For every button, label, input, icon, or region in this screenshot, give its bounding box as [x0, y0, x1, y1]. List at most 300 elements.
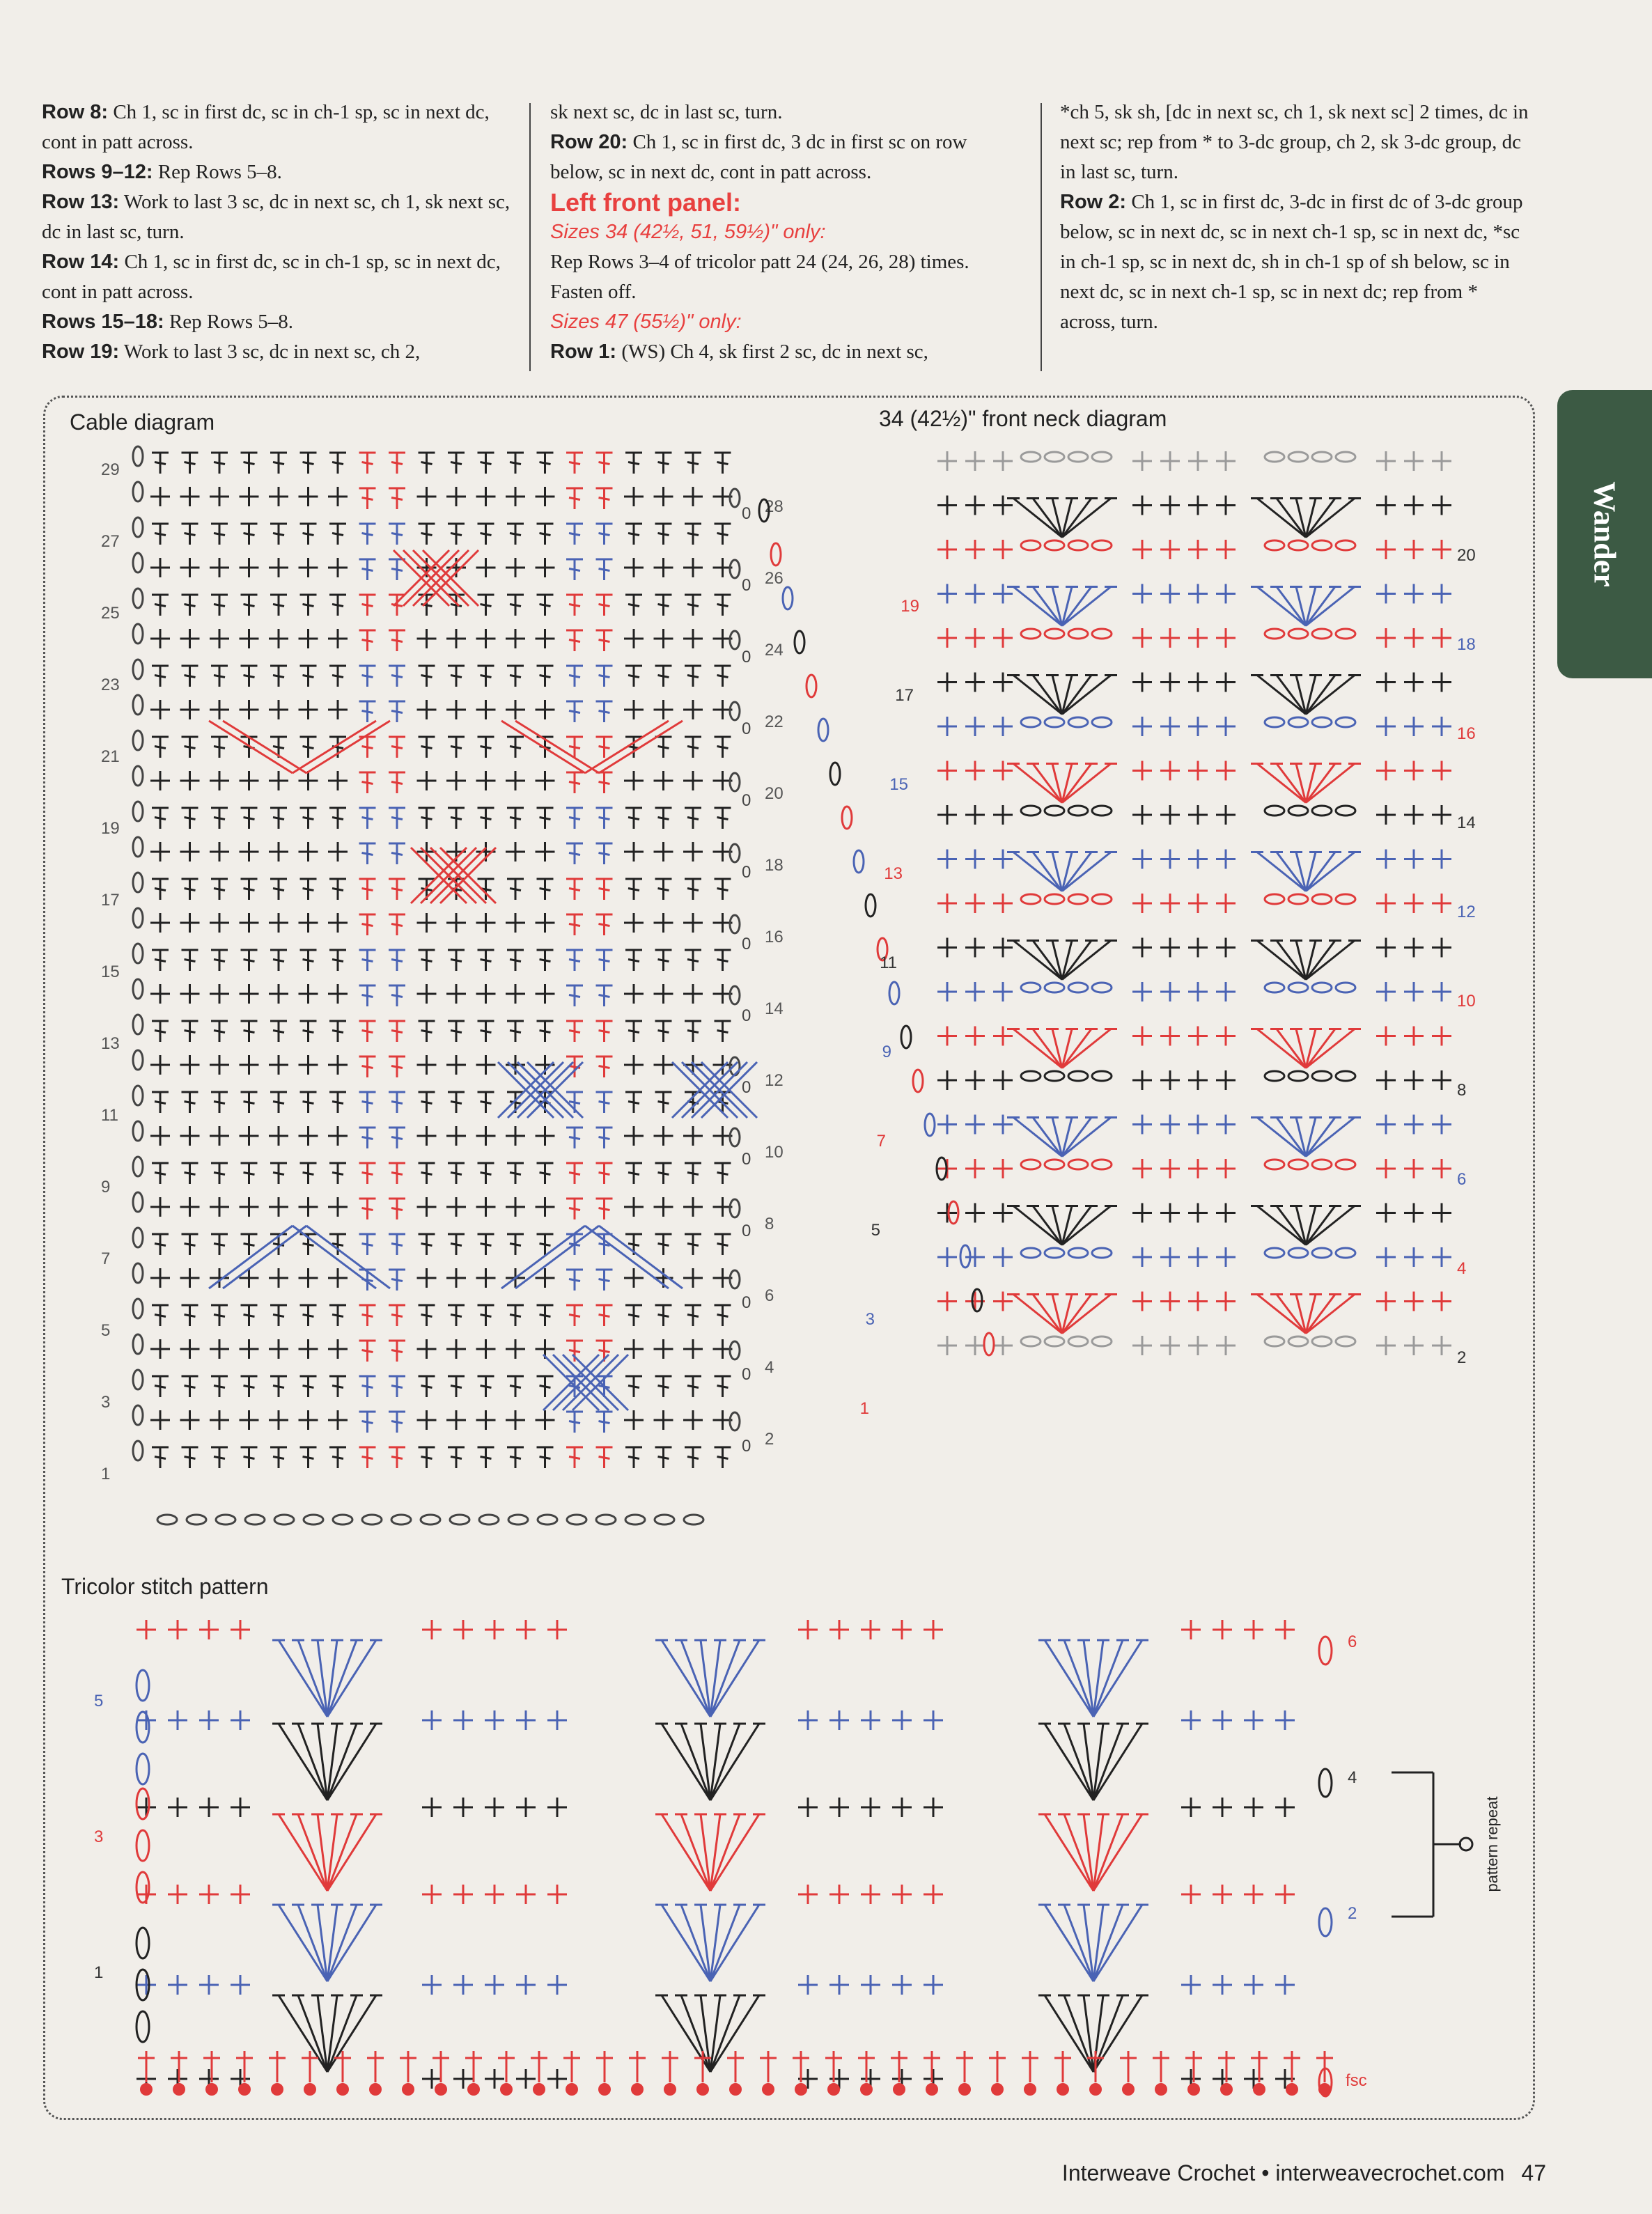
dc-stitch: [421, 1386, 433, 1388]
dc-stitch: [717, 676, 728, 678]
dc-stitch: [628, 1031, 639, 1033]
chain-stitch: [1312, 717, 1332, 727]
chain-stitch: [1045, 894, 1064, 904]
dc-stitch: [451, 1315, 462, 1317]
fsc-dot: [467, 2083, 480, 2096]
chain-stitch: [1092, 1248, 1112, 1258]
dc-stitch: [658, 889, 669, 891]
dc-stitch: [214, 676, 225, 678]
dc-stitch: [155, 462, 166, 465]
dc-stitch: [244, 889, 255, 891]
dc-stitch: [214, 1386, 225, 1388]
fsc-dot: [173, 2083, 185, 2096]
dc-stitch: [214, 1315, 225, 1317]
dc-stitch: [510, 747, 521, 749]
dc-stitch: [628, 1102, 639, 1104]
dc-stitch: [391, 1066, 403, 1068]
dc-stitch: [569, 1208, 580, 1210]
dc-stitch: [451, 1457, 462, 1459]
edge-chain: [889, 982, 899, 1004]
dc-stitch: [391, 924, 403, 926]
dc-stitch: [391, 533, 403, 536]
chain-stitch: [1068, 1071, 1088, 1081]
dc-stitch: [599, 1208, 610, 1210]
neck-row-label-left: 13: [884, 864, 903, 883]
cable-travel: [223, 1226, 306, 1288]
dc-stitch: [717, 818, 728, 820]
chain-stitch: [1045, 717, 1064, 727]
turning-chain: [133, 1192, 143, 1212]
tricolor-row-label-left: 5: [94, 1692, 104, 1710]
cable-row-label-right: 12: [765, 1071, 784, 1090]
cable-row-label-left: 5: [101, 1321, 111, 1340]
edge-chain: [783, 587, 793, 609]
chain-stitch: [1312, 452, 1332, 462]
dc-stitch: [185, 747, 196, 749]
chain-stitch: [1092, 1336, 1112, 1346]
dc-stitch: [599, 533, 610, 536]
dc-stitch: [155, 1386, 166, 1388]
dc-stitch: [391, 960, 403, 962]
dc-stitch: [303, 1102, 314, 1104]
dc-stitch: [599, 818, 610, 820]
dc-stitch: [540, 1031, 551, 1033]
dc-stitch: [510, 1386, 521, 1388]
fsc-dot: [696, 2083, 709, 2096]
turning-chain: [133, 731, 143, 750]
dc-stitch: [214, 960, 225, 962]
neck-row-label-right: 8: [1457, 1081, 1467, 1100]
dc-stitch: [510, 1173, 521, 1175]
edge-chain: [806, 675, 816, 697]
dc-stitch: [569, 960, 580, 962]
dc-stitch: [569, 640, 580, 642]
dc-stitch: [510, 1315, 521, 1317]
dc-stitch: [451, 462, 462, 465]
fsc-dot: [860, 2083, 873, 2096]
dc-stitch: [391, 782, 403, 784]
fsc-dot: [533, 2083, 545, 2096]
dc-stitch: [362, 1031, 373, 1033]
dc-stitch: [599, 462, 610, 465]
dc-stitch: [569, 1421, 580, 1424]
dc-stitch: [717, 960, 728, 962]
fsc-dot: [729, 2083, 742, 2096]
cable-row-label-left: 23: [101, 676, 120, 694]
dc-stitch: [569, 995, 580, 997]
fsc-dot: [1253, 2083, 1265, 2096]
neck-row-label-left: 1: [859, 1399, 869, 1418]
dc-stitch: [510, 960, 521, 962]
cable-row-label-left: 9: [101, 1178, 111, 1196]
chain-stitch: [1336, 1071, 1355, 1081]
neck-row-label-right: 6: [1457, 1170, 1467, 1189]
fsc-dot: [500, 2083, 513, 2096]
turning-chain-mark: 0: [742, 791, 751, 810]
dc-stitch: [391, 569, 403, 571]
dc-stitch: [362, 569, 373, 571]
cable-travel: [585, 721, 669, 773]
dc-stitch: [273, 533, 284, 536]
repeat-bracket: [1460, 1838, 1472, 1850]
dc-stitch: [185, 1386, 196, 1388]
dc-stitch: [362, 1173, 373, 1175]
dc-stitch: [273, 960, 284, 962]
dc-stitch: [391, 995, 403, 997]
dc-stitch: [569, 1173, 580, 1175]
chain-stitch: [1045, 629, 1064, 639]
page-number: 47: [1521, 2160, 1546, 2185]
dc-stitch: [421, 1102, 433, 1104]
edge-chain: [842, 806, 852, 829]
dc-stitch: [185, 818, 196, 820]
dc-stitch: [332, 1315, 343, 1317]
col1-p5: Row 19: Work to last 3 sc, dc in next sc, ch 2,: [42, 341, 421, 363]
dc-stitch: [303, 1173, 314, 1175]
chain-stitch: [1265, 540, 1284, 550]
fsc-dot: [893, 2083, 905, 2096]
dc-stitch: [391, 498, 403, 500]
chain-stitch: [1092, 717, 1112, 727]
dc-stitch: [155, 1102, 166, 1104]
dc-stitch: [244, 1315, 255, 1317]
neck-row-label-right: 20: [1457, 546, 1476, 565]
dc-stitch: [599, 1102, 610, 1104]
turning-chain-mark: 0: [742, 1222, 751, 1240]
chain-stitch: [1265, 806, 1284, 816]
chain-stitch: [1265, 983, 1284, 992]
dc-stitch: [185, 889, 196, 891]
chain-stitch: [1312, 629, 1332, 639]
fsc-dot: [435, 2083, 447, 2096]
dc-stitch: [540, 676, 551, 678]
dc-stitch: [214, 1102, 225, 1104]
dc-stitch: [717, 1173, 728, 1175]
dc-stitch: [540, 818, 551, 820]
dc-stitch: [391, 462, 403, 465]
dc-stitch: [599, 605, 610, 607]
dc-stitch: [451, 676, 462, 678]
dc-stitch: [481, 960, 492, 962]
chain-stitch: [1312, 1248, 1332, 1258]
dc-stitch: [658, 533, 669, 536]
dc-stitch: [599, 1279, 610, 1281]
dc-stitch: [244, 1173, 255, 1175]
cable-row-label-left: 13: [101, 1034, 120, 1053]
chain-stitch: [1021, 1336, 1041, 1346]
dc-stitch: [214, 1173, 225, 1175]
chain-stitch: [1265, 717, 1284, 727]
dc-stitch: [717, 462, 728, 465]
fsc-dot: [238, 2083, 251, 2096]
turning-chain-mark: 0: [742, 1150, 751, 1169]
dc-stitch: [273, 818, 284, 820]
dc-stitch: [332, 1386, 343, 1388]
dc-stitch: [391, 640, 403, 642]
dc-stitch: [155, 1244, 166, 1246]
dc-stitch: [303, 1315, 314, 1317]
dc-stitch: [155, 533, 166, 536]
dc-stitch: [421, 747, 433, 749]
cable-row-label-right: 18: [765, 856, 784, 875]
chain-stitch: [1021, 1248, 1041, 1258]
dc-stitch: [303, 889, 314, 891]
edge-chain: [901, 1026, 911, 1048]
dc-stitch: [273, 1315, 284, 1317]
dc-stitch: [540, 1173, 551, 1175]
chain-stitch: [1045, 806, 1064, 816]
dc-stitch: [214, 747, 225, 749]
cable-row-label-left: 7: [101, 1249, 111, 1268]
turning-chain: [133, 1334, 143, 1354]
dc-stitch: [244, 1386, 255, 1388]
dc-stitch: [155, 1315, 166, 1317]
dc-stitch: [451, 1173, 462, 1175]
turning-chain: [133, 624, 143, 644]
chain-stitch: [1068, 540, 1088, 550]
chain-stitch: [1265, 452, 1284, 462]
turning-chain-mark: 0: [742, 863, 751, 882]
col3-p0: *ch 5, sk sh, [dc in next sc, ch 1, sk next sc] 2 times, dc in next sc; rep from * to 3-dc group, ch 2, sk 3-dc group, dc in last sc, turn.: [1060, 101, 1529, 183]
dc-stitch: [599, 498, 610, 500]
turning-chain-mark: 0: [742, 504, 751, 523]
dc-stitch: [628, 605, 639, 607]
cable-diagram-title: Cable diagram: [70, 410, 215, 435]
fsc-dot: [205, 2083, 218, 2096]
dc-stitch: [599, 640, 610, 642]
dc-stitch: [628, 1315, 639, 1317]
dc-stitch: [244, 605, 255, 607]
dc-stitch: [155, 747, 166, 749]
tricolor-diagram-title: Tricolor stitch pattern: [61, 1574, 269, 1599]
cable-travel: [306, 1226, 390, 1288]
cable-row-label-right: 22: [765, 712, 784, 731]
dc-stitch: [540, 889, 551, 891]
dc-stitch: [481, 676, 492, 678]
neck-row-label-right: 16: [1457, 724, 1476, 743]
dc-stitch: [717, 1457, 728, 1459]
dc-stitch: [362, 533, 373, 536]
turning-chain: [133, 802, 143, 821]
neck-row-label-left: 19: [901, 597, 919, 616]
turning-chain: [730, 1341, 740, 1359]
foundation-chain: [567, 1515, 586, 1525]
cable-row-label-right: 2: [765, 1430, 774, 1449]
dc-stitch: [658, 1244, 669, 1246]
dc-stitch: [362, 1421, 373, 1424]
dc-stitch: [273, 1102, 284, 1104]
dc-stitch: [569, 924, 580, 926]
cable-travel: [223, 721, 306, 773]
fsc-dot: [402, 2083, 414, 2096]
chain-stitch: [1336, 983, 1355, 992]
dc-stitch: [391, 711, 403, 713]
chain-stitch: [1288, 629, 1308, 639]
dc-stitch: [185, 605, 196, 607]
foundation-chain: [304, 1515, 323, 1525]
dc-stitch: [332, 1173, 343, 1175]
dc-stitch: [185, 1031, 196, 1033]
chain-stitch: [1092, 452, 1112, 462]
dc-stitch: [658, 676, 669, 678]
dc-stitch: [658, 818, 669, 820]
dc-stitch: [273, 1457, 284, 1459]
col1-p2: Row 13: Work to last 3 sc, dc in next sc, ch 1, sk next sc, dc in last sc, turn.: [42, 191, 511, 243]
cable-row-label-left: 3: [101, 1393, 111, 1412]
dc-stitch: [628, 1173, 639, 1175]
turning-chain: [133, 553, 143, 572]
dc-stitch: [599, 924, 610, 926]
dc-stitch: [628, 889, 639, 891]
chain-stitch: [1288, 1160, 1308, 1169]
fsc-dot: [1057, 2083, 1069, 2096]
turning-chain-mark: 0: [742, 1293, 751, 1312]
foundation-chain: [538, 1515, 557, 1525]
dc-stitch: [273, 1031, 284, 1033]
dc-stitch: [599, 889, 610, 891]
edge-chain: [771, 543, 781, 566]
neck-row-label-left: 5: [871, 1221, 880, 1240]
dc-stitch: [687, 676, 699, 678]
chain-stitch: [1068, 717, 1088, 727]
col1-p1: Rows 9–12: Rep Rows 5–8.: [42, 161, 282, 183]
turning-chain: [730, 915, 740, 933]
dc-stitch: [214, 1457, 225, 1459]
chain-stitch: [1021, 806, 1041, 816]
chain-stitch: [1312, 1071, 1332, 1081]
dc-stitch: [481, 1102, 492, 1104]
dc-stitch: [451, 1102, 462, 1104]
dc-stitch: [244, 462, 255, 465]
turning-chain: [730, 631, 740, 649]
dc-stitch: [303, 462, 314, 465]
page-footer: [989, 2160, 1546, 2186]
chain-stitch: [1092, 983, 1112, 992]
turning-chain: [133, 695, 143, 715]
dc-stitch: [421, 1173, 433, 1175]
foundation-chain: [421, 1515, 440, 1525]
chain-stitch: [1288, 1336, 1308, 1346]
turning-chain: [133, 1228, 143, 1247]
cable-row-label-left: 29: [101, 460, 120, 479]
dc-stitch: [687, 1031, 699, 1033]
dc-stitch: [421, 1031, 433, 1033]
turning-chain: [133, 944, 143, 963]
chain-stitch: [1336, 894, 1355, 904]
chain-stitch: [1068, 1336, 1088, 1346]
dc-stitch: [569, 498, 580, 500]
dc-stitch: [303, 1457, 314, 1459]
chain-stitch: [1045, 1336, 1064, 1346]
turning-chain: [133, 446, 143, 466]
dc-stitch: [244, 818, 255, 820]
dc-stitch: [303, 605, 314, 607]
chain-stitch: [1021, 1071, 1041, 1081]
fsc-label: fsc: [1346, 2071, 1367, 2090]
turning-chain: [133, 1299, 143, 1318]
cable-row-label-left: 15: [101, 962, 120, 981]
dc-stitch: [687, 889, 699, 891]
cable-row-label-left: 19: [101, 819, 120, 838]
dc-stitch: [421, 818, 433, 820]
cable-travel: [599, 721, 683, 773]
turning-chain: [133, 588, 143, 608]
dc-stitch: [332, 533, 343, 536]
chain-stitch: [1288, 540, 1308, 550]
turning-chain: [133, 1086, 143, 1105]
chain-stitch: [1045, 1160, 1064, 1169]
dc-stitch: [628, 1457, 639, 1459]
dc-stitch: [510, 889, 521, 891]
dc-stitch: [421, 960, 433, 962]
dc-stitch: [303, 818, 314, 820]
foundation-chain: [625, 1515, 645, 1525]
dc-stitch: [273, 605, 284, 607]
chain-stitch: [1021, 983, 1041, 992]
turning-chain: [133, 660, 143, 679]
chain-stitch: [1265, 1071, 1284, 1081]
chain-stitch: [1336, 717, 1355, 727]
dc-stitch: [628, 676, 639, 678]
edge-chain: [795, 631, 804, 653]
dc-stitch: [391, 889, 403, 891]
turning-chain-mark: 0: [742, 1006, 751, 1025]
dc-stitch: [599, 853, 610, 855]
dc-stitch: [510, 533, 521, 536]
cable-row-label-left: 27: [101, 532, 120, 551]
fsc-dot: [369, 2083, 382, 2096]
dc-stitch: [362, 640, 373, 642]
section-tab: Wander: [1557, 390, 1652, 678]
dc-stitch: [155, 818, 166, 820]
dc-stitch: [510, 1457, 521, 1459]
foundation-chain: [479, 1515, 499, 1525]
dc-stitch: [273, 462, 284, 465]
dc-stitch: [391, 1421, 403, 1424]
cable-row-label-right: 26: [765, 569, 784, 588]
turning-chain: [1319, 1908, 1332, 1936]
dc-stitch: [421, 1457, 433, 1459]
dc-stitch: [687, 1244, 699, 1246]
turning-chain: [133, 1121, 143, 1141]
chain-stitch: [1265, 1248, 1284, 1258]
dc-stitch: [332, 818, 343, 820]
dc-stitch: [362, 995, 373, 997]
fsc-dot: [958, 2083, 971, 2096]
dc-stitch: [362, 462, 373, 465]
dc-stitch: [658, 1102, 669, 1104]
dc-stitch: [214, 1244, 225, 1246]
turning-chain-mark: 0: [742, 648, 751, 666]
dc-stitch: [185, 533, 196, 536]
dc-stitch: [717, 533, 728, 536]
turning-chain: [730, 1270, 740, 1288]
dc-stitch: [185, 1102, 196, 1104]
dc-stitch: [155, 1173, 166, 1175]
dc-stitch: [658, 1457, 669, 1459]
dc-stitch: [510, 1031, 521, 1033]
neck-row-label-right: 10: [1457, 992, 1476, 1011]
dc-stitch: [391, 1137, 403, 1139]
dc-stitch: [214, 533, 225, 536]
dc-stitch: [658, 747, 669, 749]
dc-stitch: [214, 462, 225, 465]
cable-row-label-right: 14: [765, 999, 784, 1018]
chain-stitch: [1288, 1248, 1308, 1258]
foundation-chain: [333, 1515, 352, 1525]
dc-stitch: [717, 605, 728, 607]
fsc-dot: [664, 2083, 676, 2096]
